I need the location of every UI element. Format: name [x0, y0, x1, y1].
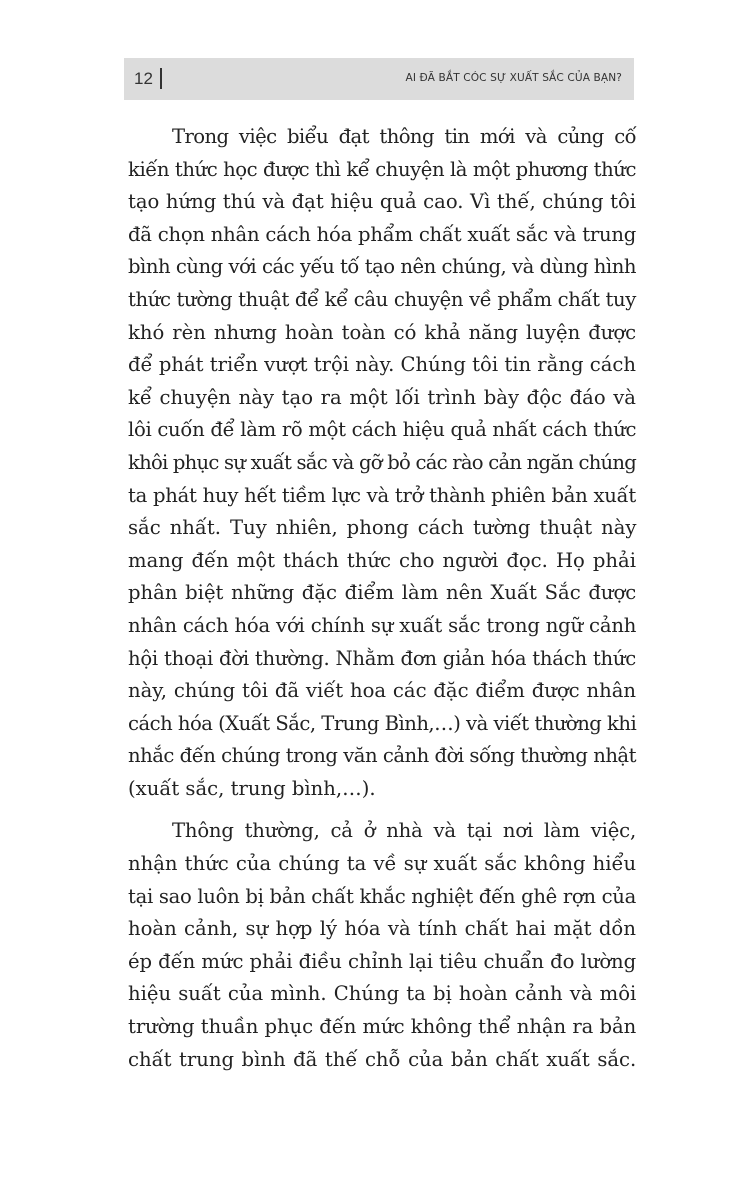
text-line: thức tường thuật để kể câu chuyện về phẩm chất tuy: [128, 287, 636, 311]
text-line: ép đến mức phải điều chỉnh lại tiêu chuẩn đo lường: [128, 949, 637, 973]
text-line: lôi cuốn để làm rõ một cách hiệu quả nhất cách thức: [128, 418, 637, 442]
text-line: tạo hứng thú và đạt hiệu quả cao. Vì thế, chúng tôi: [128, 190, 637, 214]
text-line: mang đến một thách thức cho người đọc. Họ phải: [128, 548, 636, 572]
running-header: [124, 58, 634, 100]
text-line: nhân cách hóa với chính sự xuất sắc trong ngữ cảnh: [128, 613, 637, 637]
text-line: này, chúng tôi đã viết hoa các đặc điểm được nhân: [128, 679, 636, 703]
text-line: tại sao luôn bị bản chất khắc nghiệt đến ghê rợn của: [128, 884, 636, 908]
text-line: Trong việc biểu đạt thông tin mới và củng cố: [172, 125, 636, 148]
running-title: AI ĐÃ BẮT CÓC SỰ XUẤT SẮC CỦA BẠN?: [405, 72, 622, 84]
text-line: đã chọn nhân cách hóa phẩm chất xuất sắc và trung: [128, 222, 636, 246]
text-line: hoàn cảnh, sự hợp lý hóa và tính chất hai mặt dồn: [128, 917, 636, 941]
paragraph-2: [128, 815, 636, 1076]
text-line: Thông thường, cả ở nhà và tại nơi làm việc,: [172, 819, 636, 843]
header-divider: [160, 68, 162, 89]
text-line: kể chuyện này tạo ra một lối trình bày độc đáo và: [128, 385, 636, 409]
text-line: cách hóa (Xuất Sắc, Trung Bình,…) và viết thường khi: [128, 711, 637, 735]
paragraph-1: [128, 121, 636, 805]
text-line: khó rèn nhưng hoàn toàn có khả năng luyện được: [128, 320, 637, 344]
page-number: 12: [134, 69, 153, 88]
text-line: nhận thức của chúng ta về sự xuất sắc không hiểu: [128, 852, 637, 876]
text-line: hiệu suất của mình. Chúng ta bị hoàn cảnh và môi: [128, 982, 637, 1006]
text-line: kiến thức học được thì kể chuyện là một phương thức: [128, 157, 636, 181]
text-line: ta phát huy hết tiềm lực và trở thành phiên bản xuất: [128, 483, 636, 507]
text-line: khôi phục sự xuất sắc và gỡ bỏ các rào cản ngăn chúng: [128, 450, 636, 474]
text-line: chất trung bình đã thế chỗ của bản chất xuất sắc.: [128, 1047, 637, 1071]
text-line: trường thuần phục đến mức không thể nhận ra bản: [128, 1015, 637, 1039]
text-line: (xuất sắc, trung bình,…).: [128, 776, 376, 800]
body-text: [128, 121, 636, 1086]
text-line: sắc nhất. Tuy nhiên, phong cách tường thuật này: [128, 516, 637, 540]
text-line: để phát triển vượt trội này. Chúng tôi tin rằng cách: [128, 353, 636, 377]
text-line: hội thoại đời thường. Nhằm đơn giản hóa thách thức: [128, 646, 636, 670]
text-line: bình cùng với các yếu tố tạo nên chúng, và dùng hình: [128, 255, 636, 279]
text-line: nhắc đến chúng trong văn cảnh đời sống thường nhật: [128, 744, 636, 768]
text-line: phân biệt những đặc điểm làm nên Xuất Sắc được: [128, 581, 637, 605]
